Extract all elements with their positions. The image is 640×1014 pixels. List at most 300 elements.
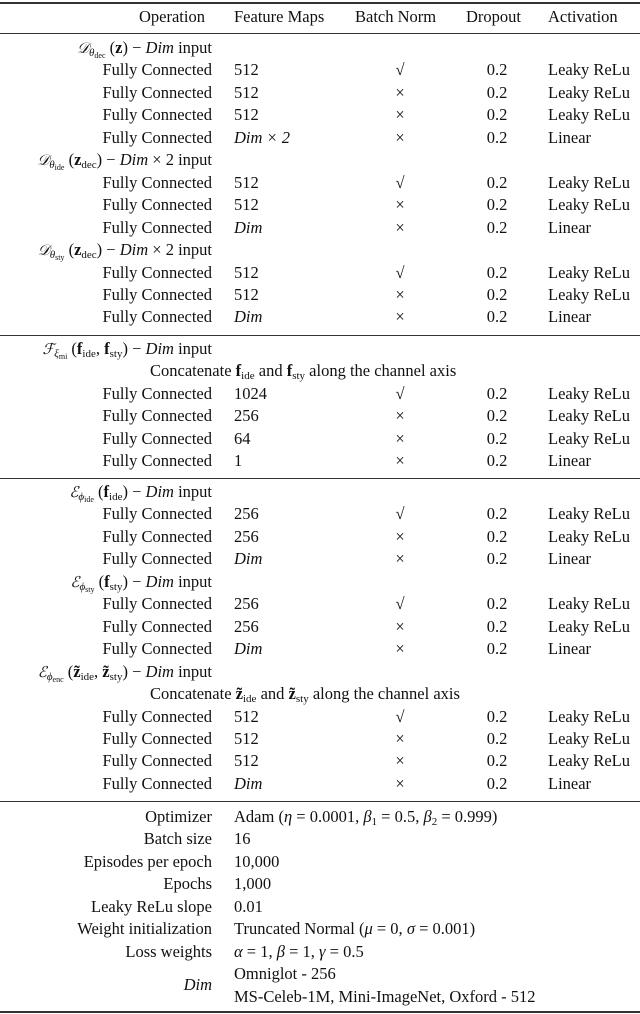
math-token: sty — [109, 348, 123, 360]
math-token: ) − — [96, 150, 120, 170]
operation-cell: Fully Connected — [102, 307, 212, 327]
table-row — [0, 593, 640, 615]
cross-icon: × — [395, 105, 405, 125]
setting-value — [234, 941, 364, 963]
math-token: ℱ — [42, 340, 55, 358]
math-token: 𝒟 — [37, 241, 50, 260]
math-token: Dim — [145, 482, 174, 501]
math-token: Dim — [119, 240, 149, 260]
table-row — [0, 405, 640, 427]
math-token: β — [423, 807, 432, 826]
cross-icon: × — [395, 82, 405, 102]
math-token: 10,000 — [234, 851, 280, 871]
setting-label — [77, 918, 212, 940]
feature-maps-cell: 512 — [234, 195, 259, 215]
math-token: z — [74, 150, 82, 170]
math-token: sty — [109, 670, 123, 683]
math-token: σ — [406, 919, 415, 939]
section-rule — [0, 335, 640, 336]
feature-maps-cell: 256 — [234, 616, 259, 636]
table-row — [0, 262, 640, 284]
setting-value — [234, 828, 251, 850]
math-token: μ — [364, 919, 373, 939]
math-token: f — [104, 571, 110, 591]
settings-row — [0, 851, 640, 873]
math-token: 2 — [431, 816, 438, 828]
math-token: β — [363, 807, 372, 826]
math-token: 1,000 — [234, 874, 272, 894]
activation-cell: Leaky ReLu — [548, 105, 631, 125]
activation-cell: Linear — [548, 127, 592, 147]
math-token: ide — [109, 491, 123, 503]
dropout-cell: 0.2 — [486, 127, 508, 147]
math-token: f — [103, 482, 110, 501]
math-token: θ — [89, 47, 95, 59]
feature-maps-cell: 512 — [234, 105, 259, 125]
cross-icon: × — [395, 195, 405, 215]
check-icon: √ — [395, 706, 405, 726]
concat-row — [0, 360, 640, 382]
operation-cell: Fully Connected — [102, 127, 212, 147]
math-token: β — [276, 941, 285, 961]
setting-value — [234, 918, 475, 940]
dropout-cell: 0.2 — [486, 406, 508, 426]
dropout-cell: 0.2 — [486, 526, 508, 546]
math-token: = 0.999) — [437, 807, 498, 826]
operation-cell: Fully Connected — [102, 451, 212, 471]
settings-row — [0, 941, 640, 963]
dropout-cell: 0.2 — [486, 773, 508, 793]
dropout-cell: 0.2 — [486, 428, 508, 448]
math-token: ( — [63, 661, 74, 681]
operation-cell: Fully Connected — [102, 60, 212, 80]
check-icon: √ — [395, 60, 405, 80]
math-token: dec — [81, 159, 97, 172]
math-token: z̃ — [235, 684, 243, 704]
operation-cell: Fully Connected — [102, 82, 212, 102]
operation-cell: Fully Connected — [102, 526, 212, 546]
check-icon: √ — [395, 172, 405, 192]
math-token: ϕ — [78, 491, 85, 503]
activation-cell: Linear — [548, 307, 592, 327]
table-row — [0, 217, 640, 239]
math-token: input — [173, 482, 212, 501]
math-token: ide — [241, 370, 255, 383]
cross-icon: × — [395, 451, 405, 471]
dropout-cell: 0.2 — [486, 451, 508, 471]
check-icon: √ — [395, 262, 405, 282]
math-token: α — [234, 941, 243, 961]
table-row — [0, 616, 640, 638]
dropout-cell: 0.2 — [486, 639, 508, 659]
table-row — [0, 172, 640, 194]
table-row — [0, 548, 640, 570]
math-token: ( — [93, 482, 104, 501]
dropout-cell: 0.2 — [486, 549, 508, 569]
dropout-cell: 0.2 — [486, 616, 508, 636]
table-row — [0, 284, 640, 306]
settings-row — [0, 873, 640, 895]
math-token: θ — [49, 249, 56, 262]
math-token: 0.01 — [234, 896, 263, 916]
activation-cell: Leaky ReLu — [548, 82, 631, 102]
math-token: z — [115, 38, 123, 57]
activation-cell: Leaky ReLu — [548, 706, 631, 726]
math-token: ) − — [122, 339, 146, 358]
feature-maps-cell: Dim — [234, 217, 263, 237]
math-token: = 1, — [242, 941, 277, 961]
math-token: ( — [64, 240, 75, 260]
math-token: input — [173, 661, 212, 681]
module-header-row — [0, 481, 640, 503]
math-token: ide — [243, 693, 257, 706]
setting-label — [144, 828, 212, 850]
operation-cell: Fully Connected — [102, 594, 212, 614]
math-token: sty — [292, 370, 306, 383]
dropout-cell: 0.2 — [486, 172, 508, 192]
table-row — [0, 706, 640, 728]
dropout-cell: 0.2 — [486, 105, 508, 125]
cross-icon: × — [395, 406, 405, 426]
cross-icon: × — [395, 428, 405, 448]
math-token: Dim — [145, 571, 174, 591]
math-token: and — [256, 684, 289, 704]
feature-maps-cell: Dim × 2 — [234, 127, 291, 147]
table-row — [0, 194, 640, 216]
table-row — [0, 104, 640, 126]
math-token: sty — [85, 584, 95, 594]
table-row — [0, 526, 640, 548]
math-token: = 0.001) — [414, 919, 476, 939]
activation-cell: Leaky ReLu — [548, 751, 631, 771]
operation-cell: Fully Connected — [102, 639, 212, 659]
top-rule — [0, 2, 640, 4]
feature-maps-cell: 256 — [234, 504, 259, 524]
table-row — [0, 306, 640, 328]
header-activation: Activation — [548, 7, 618, 26]
activation-cell: Leaky ReLu — [548, 383, 631, 403]
math-token: Weight initialization — [77, 919, 212, 939]
math-token: ide — [82, 348, 96, 360]
math-token: Concatenate — [150, 361, 236, 381]
math-token: ϕ — [79, 580, 86, 593]
feature-maps-cell: Dim — [234, 639, 263, 659]
math-token: z̃ — [288, 684, 296, 704]
math-token: ℰ — [70, 572, 80, 591]
operation-cell: Fully Connected — [102, 773, 212, 793]
math-token: Epochs — [163, 874, 212, 894]
math-token: ide — [84, 495, 94, 504]
feature-maps-cell: 1024 — [234, 383, 267, 403]
math-token: sty — [55, 253, 65, 263]
math-token: f — [235, 361, 242, 381]
setting-label — [163, 873, 212, 895]
math-token: , — [94, 661, 103, 681]
math-token: Dim — [183, 975, 212, 995]
math-token: 𝒟 — [37, 151, 50, 170]
setting-value — [234, 986, 536, 1008]
settings-row — [0, 986, 640, 1008]
math-token: dec — [94, 51, 106, 60]
math-token: Optimizer — [145, 807, 212, 826]
feature-maps-cell: Dim — [234, 549, 263, 569]
operation-cell: Fully Connected — [102, 217, 212, 237]
math-token: ) − — [122, 38, 146, 57]
feature-maps-cell: 512 — [234, 706, 259, 726]
activation-cell: Leaky ReLu — [548, 195, 631, 215]
setting-label — [91, 896, 212, 918]
table-row — [0, 773, 640, 795]
operation-cell: Fully Connected — [102, 172, 212, 192]
header-rule — [0, 33, 640, 34]
math-token: = 0.5 — [325, 941, 364, 961]
setting-label — [84, 851, 212, 873]
module-header-row — [0, 661, 640, 683]
math-token: Dim — [145, 661, 174, 681]
activation-cell: Linear — [548, 773, 592, 793]
header-dropout: Dropout — [466, 7, 521, 26]
math-token: θ — [49, 159, 55, 172]
feature-maps-cell: 256 — [234, 406, 259, 426]
table-row — [0, 728, 640, 750]
math-token: input — [173, 339, 212, 358]
feature-maps-cell: 1 — [234, 451, 243, 471]
activation-cell: Linear — [548, 549, 592, 569]
dropout-cell: 0.2 — [486, 82, 508, 102]
math-token: Omniglot - 256 — [234, 964, 336, 984]
math-token: , — [95, 339, 105, 358]
settings-row — [0, 828, 640, 850]
dropout-cell: 0.2 — [486, 284, 508, 304]
concat-row — [0, 683, 640, 705]
math-token: γ — [319, 941, 326, 961]
activation-cell: Linear — [548, 451, 592, 471]
module-header-row — [0, 149, 640, 171]
table-row — [0, 450, 640, 472]
math-token: × 2 input — [148, 150, 212, 170]
setting-label — [145, 806, 212, 828]
activation-cell: Leaky ReLu — [548, 60, 631, 80]
feature-maps-cell: 512 — [234, 60, 259, 80]
dropout-cell: 0.2 — [486, 504, 508, 524]
math-token: = 0.0001, — [292, 807, 364, 826]
header-feature-maps: Feature Maps — [234, 7, 325, 26]
math-token: sty — [295, 693, 309, 706]
math-token: × 2 input — [148, 240, 212, 260]
cross-icon: × — [395, 773, 405, 793]
dropout-cell: 0.2 — [486, 751, 508, 771]
math-token: Concatenate — [150, 684, 236, 704]
math-token: ℰ — [69, 483, 79, 501]
math-token: input — [173, 38, 212, 57]
math-token: = 0.5, — [377, 807, 424, 826]
check-icon: √ — [395, 383, 405, 403]
settings-row — [0, 896, 640, 918]
activation-cell: Leaky ReLu — [548, 526, 631, 546]
cross-icon: × — [395, 127, 405, 147]
math-token: MS-Celeb-1M, Mini-ImageNet, Oxford - 512 — [234, 986, 536, 1006]
module-header-row — [0, 239, 640, 261]
operation-cell: Fully Connected — [102, 504, 212, 524]
activation-cell: Linear — [548, 639, 592, 659]
feature-maps-cell: 512 — [234, 262, 259, 282]
setting-label — [125, 941, 212, 963]
cross-icon: × — [395, 549, 405, 569]
dropout-cell: 0.2 — [486, 195, 508, 215]
math-token: and — [254, 361, 287, 381]
math-token: ( — [105, 38, 116, 57]
operation-cell: Fully Connected — [102, 428, 212, 448]
settings-rule — [0, 801, 640, 802]
setting-value — [234, 873, 271, 895]
math-token: ide — [80, 670, 95, 683]
math-token: z̃ — [73, 661, 81, 681]
operation-cell: Fully Connected — [102, 284, 212, 304]
table-row — [0, 503, 640, 525]
operation-cell: Fully Connected — [102, 616, 212, 636]
cross-icon: × — [395, 307, 405, 327]
activation-cell: Leaky ReLu — [548, 728, 631, 748]
bottom-rule — [0, 1011, 640, 1013]
dropout-cell: 0.2 — [486, 706, 508, 726]
math-token: Dim — [145, 339, 174, 358]
activation-cell: Linear — [548, 217, 592, 237]
math-token: along the channel axis — [308, 684, 460, 704]
feature-maps-cell: 256 — [234, 594, 259, 614]
dropout-cell: 0.2 — [486, 262, 508, 282]
header-row — [0, 6, 640, 28]
operation-cell: Fully Connected — [102, 549, 212, 569]
dropout-cell: 0.2 — [486, 217, 508, 237]
math-token: ( — [64, 150, 75, 170]
operation-cell: Fully Connected — [102, 195, 212, 215]
math-token: enc — [52, 674, 64, 684]
setting-value — [234, 851, 279, 873]
math-token: Loss weights — [125, 941, 212, 961]
cross-icon: × — [395, 284, 405, 304]
activation-cell: Leaky ReLu — [548, 616, 631, 636]
table-row — [0, 127, 640, 149]
table-row — [0, 428, 640, 450]
cross-icon: × — [395, 526, 405, 546]
dropout-cell: 0.2 — [486, 594, 508, 614]
section-rule — [0, 478, 640, 479]
activation-cell: Leaky ReLu — [548, 284, 631, 304]
math-token: ) − — [96, 240, 120, 260]
module-header-row — [0, 338, 640, 360]
math-token: Dim — [145, 38, 174, 57]
cross-icon: × — [395, 217, 405, 237]
activation-cell: Leaky ReLu — [548, 406, 631, 426]
math-token: Batch size — [143, 829, 212, 849]
activation-cell: Leaky ReLu — [548, 504, 631, 524]
math-token: dec — [81, 249, 97, 262]
math-token: ( — [94, 571, 105, 591]
activation-cell: Leaky ReLu — [548, 428, 631, 448]
feature-maps-cell: 512 — [234, 172, 259, 192]
operation-cell: Fully Connected — [102, 262, 212, 282]
header-operation: Operation — [139, 7, 205, 26]
cross-icon: × — [395, 728, 405, 748]
math-token: 16 — [234, 829, 251, 849]
math-token: Leaky ReLu slope — [91, 896, 212, 916]
dropout-cell: 0.2 — [486, 383, 508, 403]
math-token: Adam ( — [234, 807, 284, 826]
header-batch-norm: Batch Norm — [355, 7, 437, 26]
operation-cell: Fully Connected — [102, 383, 212, 403]
table-row — [0, 82, 640, 104]
math-token: f — [286, 361, 293, 381]
math-token: 𝒟 — [77, 39, 89, 57]
activation-cell: Leaky ReLu — [548, 594, 631, 614]
dropout-cell: 0.2 — [486, 728, 508, 748]
dropout-cell: 0.2 — [486, 307, 508, 327]
cross-icon: × — [395, 639, 405, 659]
math-token: sty — [109, 580, 123, 593]
math-token: ) − — [122, 661, 146, 681]
math-token: ℰ — [37, 662, 47, 681]
settings-row — [0, 806, 640, 828]
math-token: ) − — [122, 482, 146, 501]
math-token: = 1, — [284, 941, 320, 961]
math-token: = 0, — [372, 919, 407, 939]
activation-cell: Leaky ReLu — [548, 172, 631, 192]
feature-maps-cell: Dim — [234, 773, 263, 793]
activation-cell: Leaky ReLu — [548, 262, 631, 282]
math-token: ) − — [122, 571, 146, 591]
cross-icon: × — [395, 751, 405, 771]
table-row — [0, 638, 640, 660]
math-token: ide — [54, 163, 65, 173]
math-token: f — [76, 339, 83, 358]
feature-maps-cell: 256 — [234, 526, 259, 546]
math-token: ξ — [54, 348, 59, 360]
operation-cell: Fully Connected — [102, 105, 212, 125]
table-row — [0, 383, 640, 405]
setting-value — [234, 896, 263, 918]
math-token: f — [104, 339, 110, 358]
settings-row — [0, 918, 640, 940]
math-token: z — [74, 240, 82, 260]
math-token: ( — [67, 339, 77, 358]
math-token: Truncated Normal ( — [234, 919, 365, 939]
table-row — [0, 750, 640, 772]
operation-cell: Fully Connected — [102, 751, 212, 771]
check-icon: √ — [395, 504, 405, 524]
math-token: along the channel axis — [305, 361, 457, 381]
math-token: z̃ — [102, 661, 110, 681]
setting-value — [234, 963, 336, 985]
check-icon: √ — [395, 594, 405, 614]
module-header-row — [0, 37, 640, 59]
dropout-cell: 0.2 — [486, 60, 508, 80]
math-token: Dim — [119, 150, 149, 170]
math-token: 1 — [371, 816, 378, 828]
table-row — [0, 59, 640, 81]
module-header-row — [0, 571, 640, 593]
feature-maps-cell: 512 — [234, 82, 259, 102]
feature-maps-cell: Dim — [234, 307, 263, 327]
feature-maps-cell: 64 — [234, 428, 251, 448]
math-token: mi — [58, 352, 68, 361]
feature-maps-cell: 512 — [234, 284, 259, 304]
math-token: ϕ — [46, 670, 53, 683]
operation-cell: Fully Connected — [102, 706, 212, 726]
math-token: input — [173, 571, 212, 591]
settings-row — [0, 963, 640, 995]
feature-maps-cell: 512 — [234, 728, 259, 748]
operation-cell: Fully Connected — [102, 406, 212, 426]
